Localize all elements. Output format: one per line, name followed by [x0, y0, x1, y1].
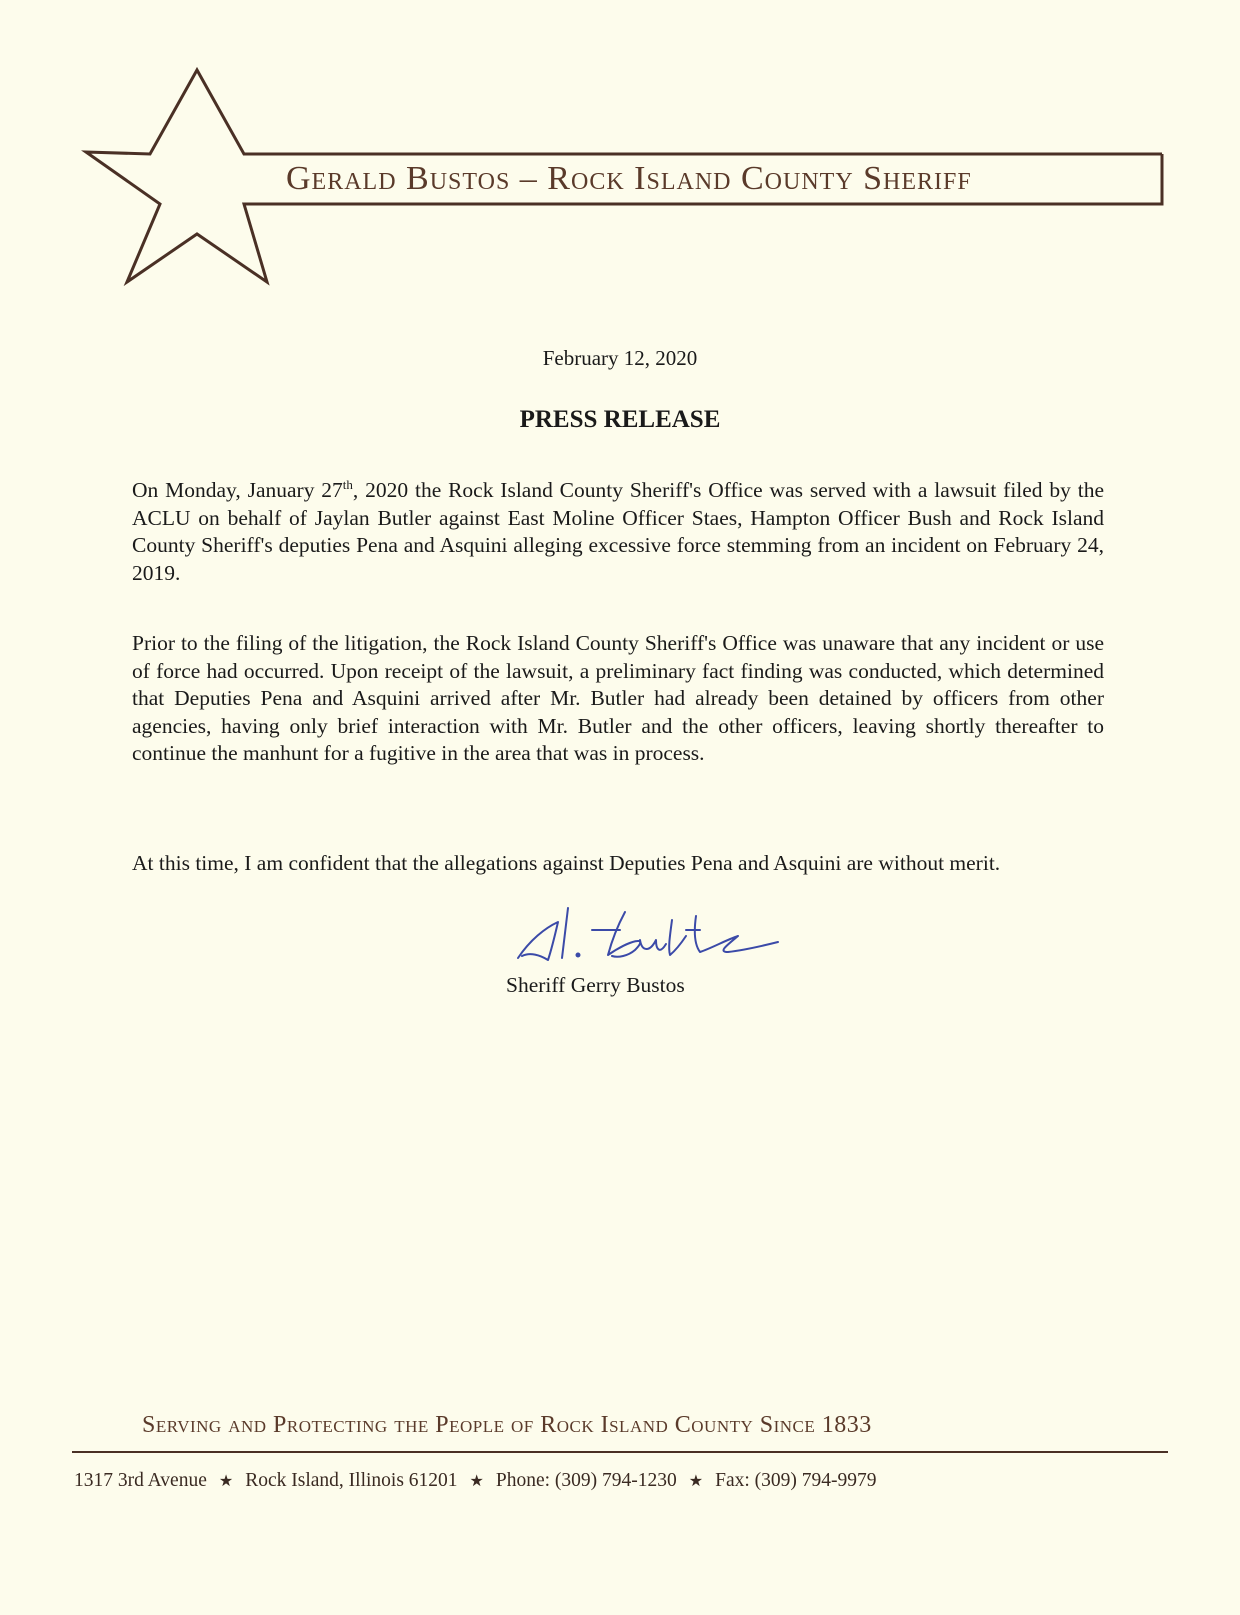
paragraph-1-start: On Monday, January 27 [132, 478, 343, 503]
paragraph-2: Prior to the filing of the litigation, the Rock Island County Sheriff's Office was unaware that any incident or use of force had occurred. Upon receipt of the lawsuit, a preliminary fact finding was conducted, which determined that Deputies Pena and Asquini arrived after Mr. Butler had already been detained by officers from other agencies, having only brief interaction with Mr. Butler and the other officers, leaving shortly thereafter to continue the manhunt for a fugitive in the area that was in process. [132, 631, 1104, 765]
document-date: February 12, 2020 [542, 346, 698, 370]
paragraph-3: At this time, I am confident that the allegations against Deputies Pena and Asquini are without merit. [132, 851, 1001, 875]
star-icon: ★ [688, 1473, 704, 1490]
letterhead-star-icon [0, 0, 1240, 300]
footer-phone: Phone: (309) 794-1230 [495, 1470, 677, 1491]
letterhead-title: Gerald Bustos – Rock Island County Sheriff [286, 160, 972, 197]
paragraph-1 [132, 471, 1104, 587]
footer-fax: Fax: (309) 794-9979 [715, 1470, 877, 1491]
star-icon: ★ [218, 1473, 234, 1490]
footer-contact-line [74, 1470, 1174, 1492]
paragraph-1-rest: , 2020 the Rock Island County Sheriff's Office was served with a lawsuit filed by the ACLU on behalf of Jaylan Butler against East Moline Officer Staes, Hampton Officer Bush and Rock Island County Sheriff's deputies Pena and Asquini alleging excessive force stemming from an incident on February 24, 2019. [132, 478, 1104, 585]
handwritten-signature [500, 900, 800, 980]
footer-motto: Serving and Protecting the People of Rock Island County Since 1833 [142, 1412, 872, 1438]
ordinal-suffix: th [342, 477, 353, 492]
document-title: PRESS RELEASE [519, 406, 721, 433]
footer-address: 1317 3rd Avenue [74, 1470, 207, 1491]
signature-name: Sheriff Gerry Bustos [506, 973, 685, 997]
footer-divider [72, 1451, 1168, 1453]
footer-city: Rock Island, Illinois 61201 [245, 1470, 458, 1491]
star-icon: ★ [469, 1473, 484, 1490]
